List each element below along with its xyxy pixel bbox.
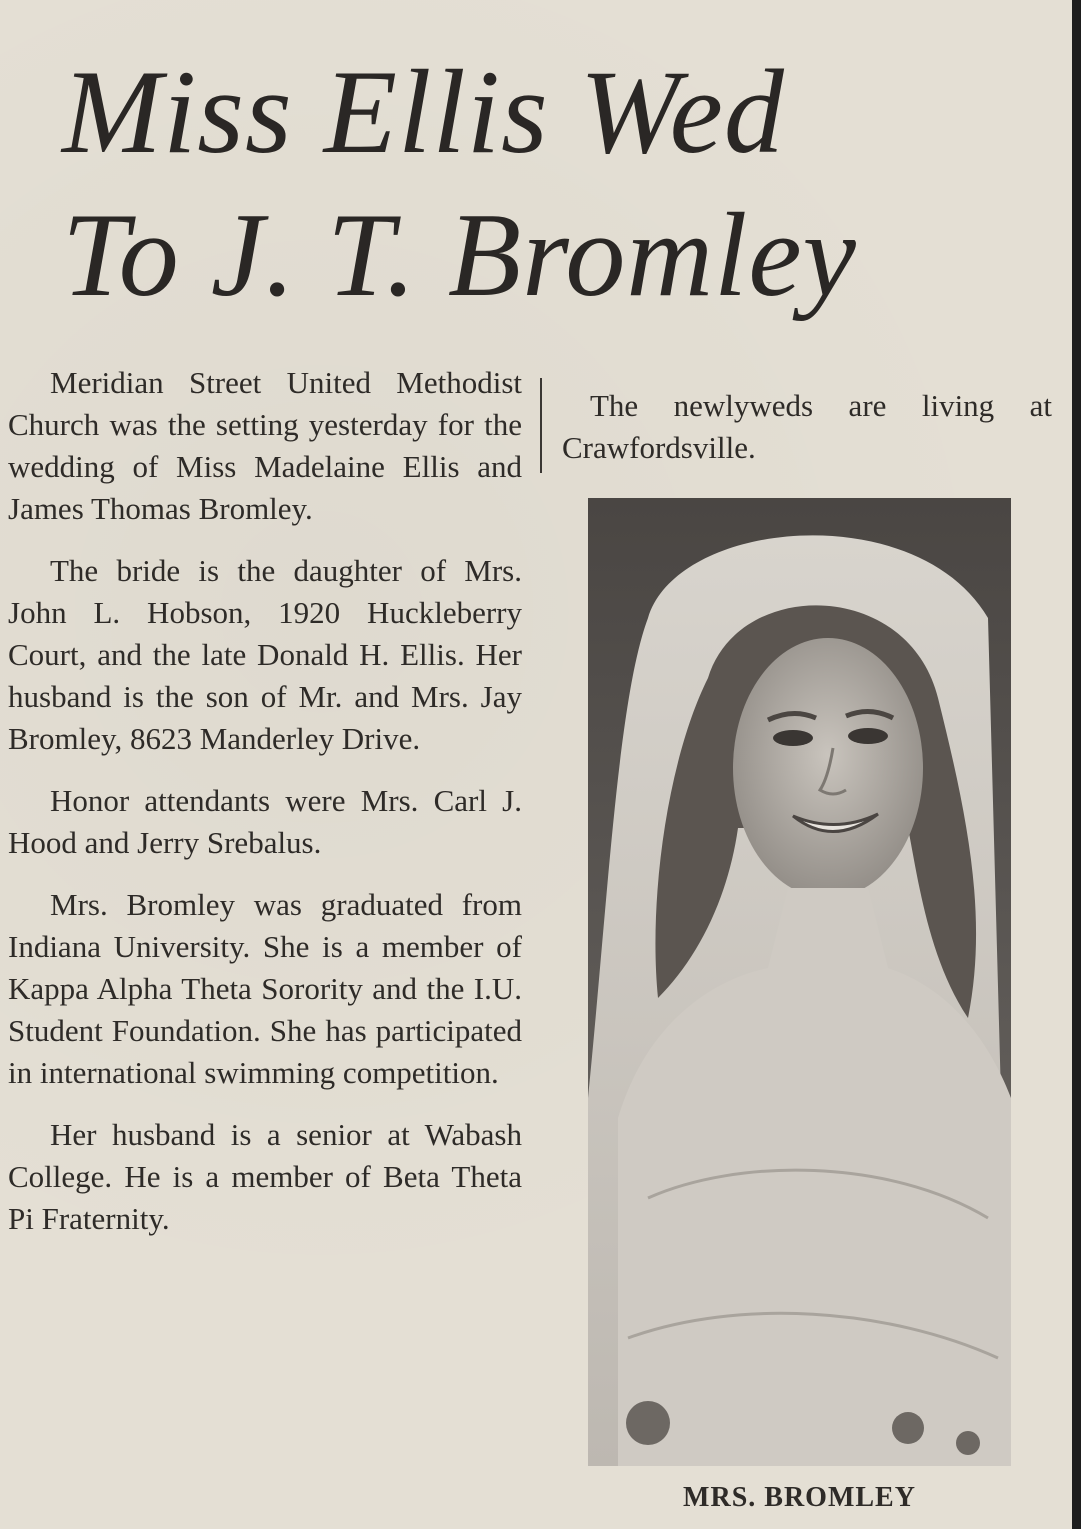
- headline-line-1: Miss Ellis Wed: [62, 45, 785, 178]
- scan-background-edge: [1072, 0, 1081, 1529]
- bride-portrait-illustration: [588, 498, 1011, 1466]
- paragraph-attendants: Honor attendants were Mrs. Carl J. Hood and Jerry Srebalus.: [8, 783, 522, 860]
- headline: [62, 40, 1042, 326]
- article-body-right-column: [562, 385, 1052, 469]
- paragraph-residence: The newlyweds are living at Crawfordsville.: [562, 388, 1052, 465]
- headline-line-2: To J. T. Bromley: [62, 188, 857, 321]
- bride-photo: [588, 498, 1011, 1466]
- paragraph-parents: The bride is the daughter of Mrs. John L. Hobson, 1920 Huckleberry Court, and the late Donald H. Ellis. Her husband is the son of Mr. and Mrs. Jay Bromley, 8623 Manderley Drive.: [8, 553, 522, 756]
- paragraph-wedding-setting: Meridian Street United Methodist Church was the setting yesterday for the wedding of Miss Madelaine Ellis and James Thomas Bromley.: [8, 365, 522, 526]
- paragraph-groom-education: Her husband is a senior at Wabash College. He is a member of Beta Theta Pi Fraternity.: [8, 1117, 522, 1236]
- paragraph-bride-education: Mrs. Bromley was graduated from Indiana University. She is a member of Kappa Alpha Theta Sorority and the I.U. Student Foundation. She has participated in international swimming competition.: [8, 887, 522, 1090]
- photo-caption: MRS. BROMLEY: [683, 1482, 916, 1513]
- article-body-left-column: [8, 362, 522, 1260]
- column-divider: [540, 378, 542, 473]
